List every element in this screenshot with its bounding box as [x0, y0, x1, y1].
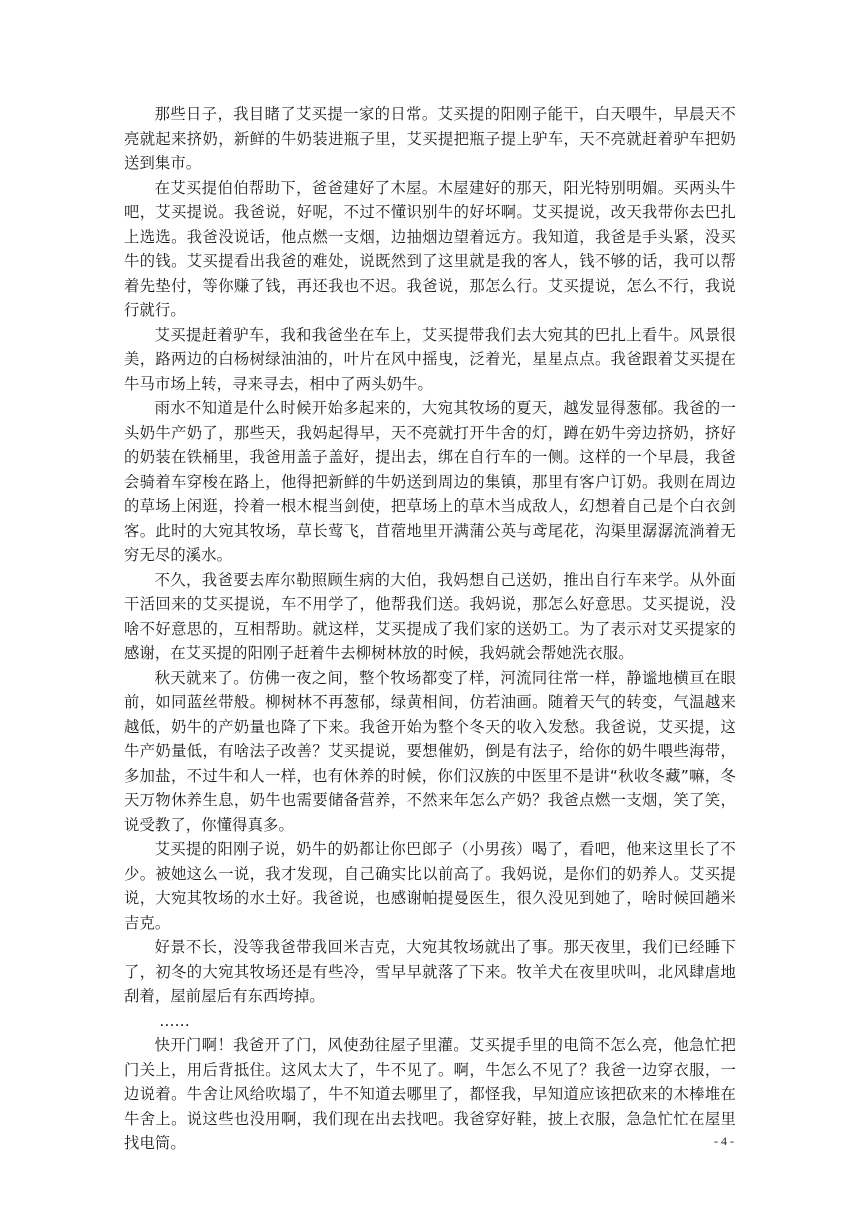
paragraph-2: 在艾买提伯伯帮助下，爸爸建好了木屋。木屋建好的那天，阳光特别明媚。买两头牛吧，艾买提说。我爸说，好呢，不过不懂识别牛的好坏啊。艾买提说，改天我带你去巴扎上选选。我爸没说话，他点燃一支烟，边抽烟边望着远方。我知道，我爸是手头紧，没买牛的钱。艾买提看出我爸的难处，说既然到了这里就是我的客人，钱不够的话，我可以帮着先垫付，等你赚了钱，再还我也不迟。我爸说，那怎么行。艾买提说，怎么不行，我说行就行。	[124, 178, 736, 319]
paragraph-5: 不久，我爸要去库尔勒照顾生病的大伯，我妈想自己送奶，推出自行车来学。从外面干活回来的艾买提说，车不用学了，他帮我们送。我妈说，那怎么好意思。艾买提说，没啥不好意思的，互相帮助。就这样，艾买提成了我们家的送奶工。为了表示对艾买提家的感谢，在艾买提的阳刚子赶着牛去柳树林放的时候，我妈就会帮她洗衣服。	[124, 570, 736, 662]
paragraph-8: 好景不长，没等我爸带我回米吉克，大宛其牧场就出了事。那天夜里，我们已经睡下了，初冬的大宛其牧场还是有些冷，雪早早就落了下来。牧羊犬在夜里吠叫，北风肆虐地刮着，屋前屋后有东西垮掉。	[124, 938, 736, 1005]
paragraph-4: 雨水不知道是什么时候开始多起来的，大宛其牧场的夏天，越发显得葱郁。我爸的一头奶牛产奶了，那些天，我妈起得早，天不亮就打开牛舍的灯，蹲在奶牛旁边挤奶，挤好的奶装在铁桶里，我爸用盖子盖好，提出去，绑在自行车的一侧。这样的一个早晨，我爸会骑着车穿梭在路上，他得把新鲜的牛奶送到周边的集镇，那里有客户订奶。我则在周边的草场上闲逛，拎着一根木棍当剑使，把草场上的草木当成敌人，幻想着自己是个白衣剑客。此时的大宛其牧场，草长莺飞，苜蓿地里开满蒲公英与鸢尾花，沟渠里潺潺流淌着无穷无尽的溪水。	[124, 399, 736, 564]
paragraph-6: 秋天就来了。仿佛一夜之间，整个牧场都变了样，河流同往常一样，静谧地横亘在眼前，如同蓝丝带般。柳树林不再葱郁，绿黄相间，仿若油画。随着天气的转变，气温越来越低，奶牛的产奶量也降了下来。我爸开始为整个冬天的收入发愁。我爸说，艾买提，这牛产奶量低，有啥法子改善？艾买提说，要想催奶，倒是有法子，给你的奶牛喂些海带，多加盐，不过牛和人一样，也有休养的时候，你们汉族的中医里不是讲“秋收冬藏”嘛，冬天万物休养生息，奶牛也需要储备营养，不然来年怎么产奶？我爸点燃一支烟，笑了笑，说受教了，你懂得真多。	[124, 668, 736, 834]
ellipsis-break: ……	[159, 1011, 190, 1030]
paragraph-3: 艾买提赶着驴车，我和我爸坐在车上，艾买提带我们去大宛其的巴扎上看牛。风景很美，路两边的白杨树绿油油的，叶片在风中摇曳，泛着光，星星点点。我爸跟着艾买提在牛马市场上转，寻来寻去，相中了两头奶牛。	[124, 325, 736, 393]
paragraph-final: 快开门啊！我爸开了门，风使劲往屋子里灌。艾买提手里的电筒不怎么亮，他急忙把门关上，用后背抵住。这风太大了，牛不见了。啊，牛怎么不见了？我爸一边穿衣服，一边说着。牛舍让风给吹塌了，牛不知道去哪里了，都怪我，早知道应该把砍来的木棒堆在牛舍上。说这些也没用啊，我们现在出去找吧。我爸穿好鞋，披上衣服，急急忙忙在屋里找电筒。	[124, 1036, 736, 1152]
paragraph-1: 那些日子，我目睹了艾买提一家的日常。艾买提的阳刚子能干，白天喂牛，早晨天不亮就起来挤奶，新鲜的牛奶装进瓶子里，艾买提把瓶子提上驴车，天不亮就赶着驴车把奶送到集市。	[124, 105, 736, 172]
page-number: - 4 -	[714, 1134, 734, 1148]
document-body	[124, 102, 736, 1156]
paragraph-7: 艾买提的阳刚子说，奶牛的奶都让你巴郎子（小男孩）喝了，看吧，他来这里长了不少。被她这么一说，我才发现，自己确实比以前高了。我妈说，是你们的奶养人。艾买提说，大宛其牧场的水土好。我爸说，也感谢帕提曼医生，很久没见到她了，啥时候回趟米吉克。	[124, 840, 736, 932]
